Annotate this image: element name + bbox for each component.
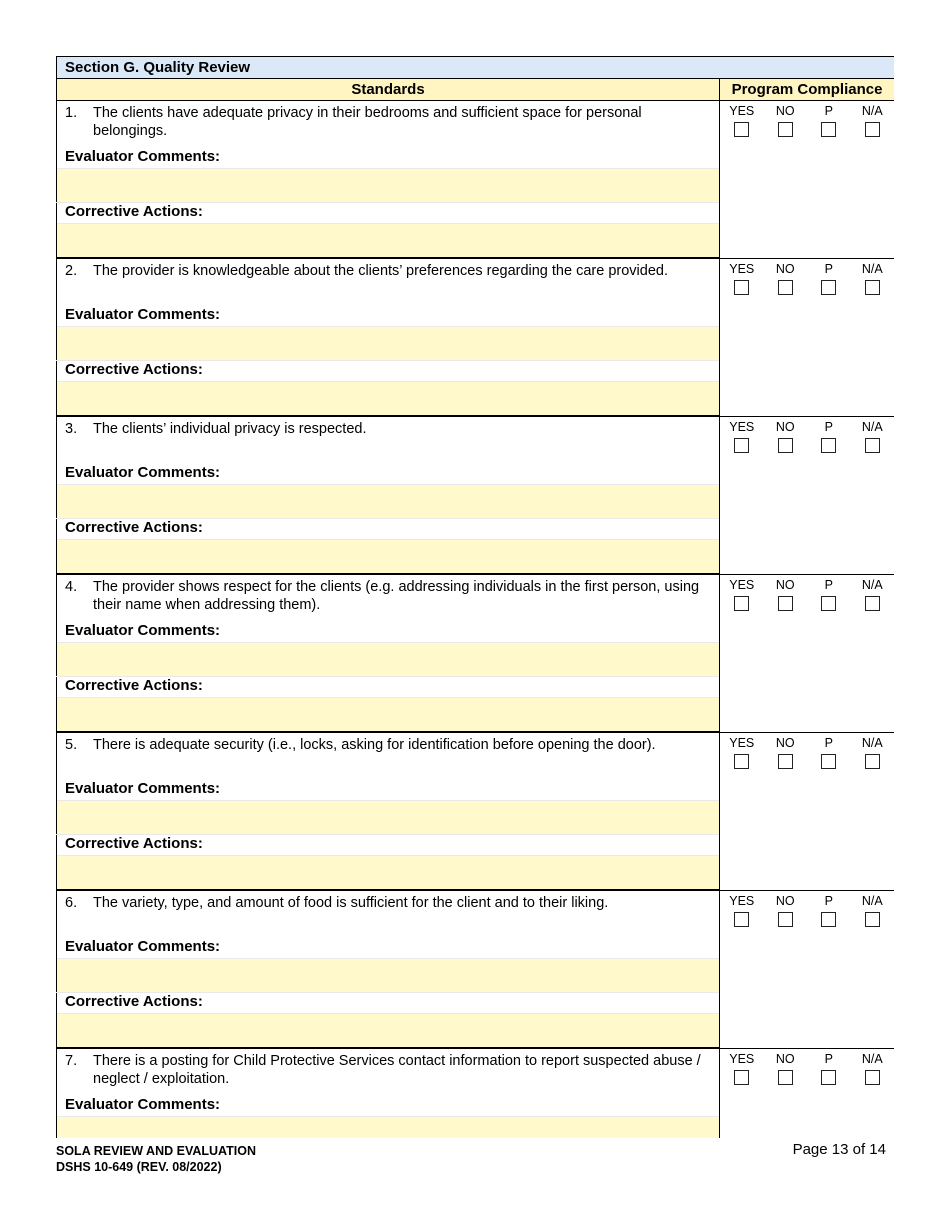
standard-text-cell <box>57 101 720 149</box>
evaluator-comments-field[interactable] <box>57 169 720 203</box>
option-label: N/A <box>861 420 883 434</box>
standard-text-cell <box>57 1049 720 1097</box>
option-label: YES <box>729 262 755 276</box>
standard-item-3 <box>57 417 895 465</box>
p-checkbox[interactable] <box>821 912 836 927</box>
no-checkbox[interactable] <box>778 280 793 295</box>
evaluator-comments-field[interactable] <box>57 327 720 361</box>
standard-item-2 <box>57 259 895 307</box>
p-checkbox[interactable] <box>821 754 836 769</box>
evaluator-comments-field[interactable] <box>57 643 720 677</box>
standard-text-cell <box>57 891 720 939</box>
item-number: 7. <box>65 1053 78 1069</box>
na-checkbox[interactable] <box>865 754 880 769</box>
compliance-option <box>809 1052 849 1085</box>
program-compliance-header: Program Compliance <box>720 79 895 101</box>
evaluator-comments-label: Evaluator Comments: <box>57 938 720 959</box>
standard-item-7 <box>57 1049 895 1097</box>
compliance-options <box>720 575 895 733</box>
compliance-option <box>722 736 762 769</box>
quality-review-form <box>56 56 894 1138</box>
standard-item-4 <box>57 575 895 623</box>
na-checkbox[interactable] <box>865 596 880 611</box>
no-checkbox[interactable] <box>778 1070 793 1085</box>
evaluator-comments-label: Evaluator Comments: <box>57 780 720 801</box>
option-label: N/A <box>861 736 883 750</box>
option-label: P <box>824 578 833 592</box>
evaluator-comments-field[interactable] <box>57 959 720 993</box>
evaluator-comments-label: Evaluator Comments: <box>57 1096 720 1117</box>
p-checkbox[interactable] <box>821 438 836 453</box>
option-label: P <box>824 104 833 118</box>
item-text: The provider is knowledgeable about the clients’ preferences regarding the care provided. <box>93 263 668 279</box>
evaluator-comments-label: Evaluator Comments: <box>57 622 720 643</box>
compliance-options <box>720 733 895 891</box>
corrective-actions-label: Corrective Actions: <box>57 835 720 856</box>
compliance-option <box>722 1052 762 1085</box>
option-label: N/A <box>861 894 883 908</box>
p-checkbox[interactable] <box>821 1070 836 1085</box>
compliance-option <box>765 894 805 927</box>
evaluator-comments-field[interactable] <box>57 801 720 835</box>
compliance-option <box>722 262 762 295</box>
no-checkbox[interactable] <box>778 596 793 611</box>
option-label: P <box>824 1052 833 1066</box>
standard-text-cell <box>57 575 720 623</box>
compliance-options <box>720 417 895 575</box>
na-checkbox[interactable] <box>865 912 880 927</box>
compliance-options <box>720 101 895 259</box>
compliance-option <box>852 894 892 927</box>
item-text: There is a posting for Child Protective Services contact information to report suspected abuse / neglect / exploitation. <box>93 1053 701 1087</box>
compliance-option <box>809 262 849 295</box>
yes-checkbox[interactable] <box>734 280 749 295</box>
corrective-actions-field[interactable] <box>57 540 720 574</box>
compliance-option <box>722 104 762 137</box>
corrective-actions-field[interactable] <box>57 382 720 416</box>
compliance-option <box>852 578 892 611</box>
compliance-option <box>765 1052 805 1085</box>
option-label: NO <box>775 262 795 276</box>
item-text: The clients have adequate privacy in their bedrooms and sufficient space for personal belongings. <box>93 105 642 139</box>
evaluator-comments-label: Evaluator Comments: <box>57 464 720 485</box>
p-checkbox[interactable] <box>821 280 836 295</box>
compliance-option <box>852 262 892 295</box>
compliance-option <box>852 736 892 769</box>
yes-checkbox[interactable] <box>734 754 749 769</box>
option-label: NO <box>775 1052 795 1066</box>
p-checkbox[interactable] <box>821 122 836 137</box>
option-label: NO <box>775 736 795 750</box>
corrective-actions-label: Corrective Actions: <box>57 203 720 224</box>
option-label: YES <box>729 894 755 908</box>
compliance-option <box>809 104 849 137</box>
quality-review-table <box>56 56 894 1138</box>
corrective-actions-label: Corrective Actions: <box>57 677 720 698</box>
evaluator-comments-label: Evaluator Comments: <box>57 148 720 169</box>
compliance-option <box>765 104 805 137</box>
compliance-option <box>722 578 762 611</box>
option-label: YES <box>729 736 755 750</box>
form-number: DSHS 10-649 (REV. 08/2022) <box>56 1160 222 1174</box>
no-checkbox[interactable] <box>778 438 793 453</box>
no-checkbox[interactable] <box>778 122 793 137</box>
item-number: 3. <box>65 421 78 437</box>
item-number: 4. <box>65 579 78 595</box>
compliance-options <box>720 1049 895 1139</box>
item-number: 6. <box>65 895 78 911</box>
item-number: 1. <box>65 105 78 121</box>
corrective-actions-label: Corrective Actions: <box>57 993 720 1014</box>
compliance-option <box>852 104 892 137</box>
option-label: YES <box>729 104 755 118</box>
option-label: P <box>824 420 833 434</box>
item-text: There is adequate security (i.e., locks, asking for identification before opening the door). <box>93 737 656 753</box>
compliance-option <box>722 894 762 927</box>
no-checkbox[interactable] <box>778 754 793 769</box>
na-checkbox[interactable] <box>865 1070 880 1085</box>
option-label: NO <box>775 420 795 434</box>
corrective-actions-field[interactable] <box>57 224 720 258</box>
compliance-option <box>852 420 892 453</box>
no-checkbox[interactable] <box>778 912 793 927</box>
section-title: Section G. Quality Review <box>57 57 895 79</box>
na-checkbox[interactable] <box>865 122 880 137</box>
item-number: 2. <box>65 263 78 279</box>
compliance-options <box>720 891 895 1049</box>
evaluator-comments-field[interactable] <box>57 485 720 519</box>
option-label: N/A <box>861 578 883 592</box>
option-label: NO <box>775 104 795 118</box>
option-label: P <box>824 894 833 908</box>
evaluator-comments-field[interactable] <box>57 1117 720 1139</box>
option-label: YES <box>729 420 755 434</box>
standard-item-6 <box>57 891 895 939</box>
item-text: The provider shows respect for the clients (e.g. addressing individuals in the first person, using their name when addressing them). <box>93 579 700 613</box>
corrective-actions-field[interactable] <box>57 1014 720 1048</box>
standard-text-cell <box>57 733 720 781</box>
corrective-actions-label: Corrective Actions: <box>57 361 720 382</box>
corrective-actions-field[interactable] <box>57 856 720 890</box>
compliance-option <box>765 262 805 295</box>
compliance-options <box>720 259 895 417</box>
option-label: NO <box>775 894 795 908</box>
yes-checkbox[interactable] <box>734 1070 749 1085</box>
na-checkbox[interactable] <box>865 280 880 295</box>
option-label: NO <box>775 578 795 592</box>
footer-form-info <box>56 1143 256 1175</box>
compliance-option <box>809 894 849 927</box>
compliance-option <box>809 420 849 453</box>
form-title: SOLA REVIEW AND EVALUATION <box>56 1144 256 1158</box>
standard-item-1 <box>57 101 895 149</box>
corrective-actions-field[interactable] <box>57 698 720 732</box>
compliance-option <box>809 578 849 611</box>
yes-checkbox[interactable] <box>734 912 749 927</box>
option-label: YES <box>729 1052 755 1066</box>
compliance-option <box>722 420 762 453</box>
page-number: Page 13 of 14 <box>792 1141 886 1158</box>
compliance-option <box>809 736 849 769</box>
compliance-option <box>852 1052 892 1085</box>
item-text: The variety, type, and amount of food is sufficient for the client and to their liking. <box>93 895 609 911</box>
standard-text-cell <box>57 259 720 307</box>
yes-checkbox[interactable] <box>734 122 749 137</box>
option-label: YES <box>729 578 755 592</box>
compliance-option <box>765 420 805 453</box>
yes-checkbox[interactable] <box>734 438 749 453</box>
evaluator-comments-label: Evaluator Comments: <box>57 306 720 327</box>
option-label: N/A <box>861 262 883 276</box>
item-text: The clients’ individual privacy is respected. <box>93 421 367 437</box>
na-checkbox[interactable] <box>865 438 880 453</box>
option-label: N/A <box>861 1052 883 1066</box>
compliance-option <box>765 736 805 769</box>
p-checkbox[interactable] <box>821 596 836 611</box>
compliance-option <box>765 578 805 611</box>
standard-text-cell <box>57 417 720 465</box>
yes-checkbox[interactable] <box>734 596 749 611</box>
option-label: N/A <box>861 104 883 118</box>
standard-item-5 <box>57 733 895 781</box>
item-number: 5. <box>65 737 78 753</box>
option-label: P <box>824 736 833 750</box>
option-label: P <box>824 262 833 276</box>
corrective-actions-label: Corrective Actions: <box>57 519 720 540</box>
standards-header: Standards <box>57 79 720 101</box>
